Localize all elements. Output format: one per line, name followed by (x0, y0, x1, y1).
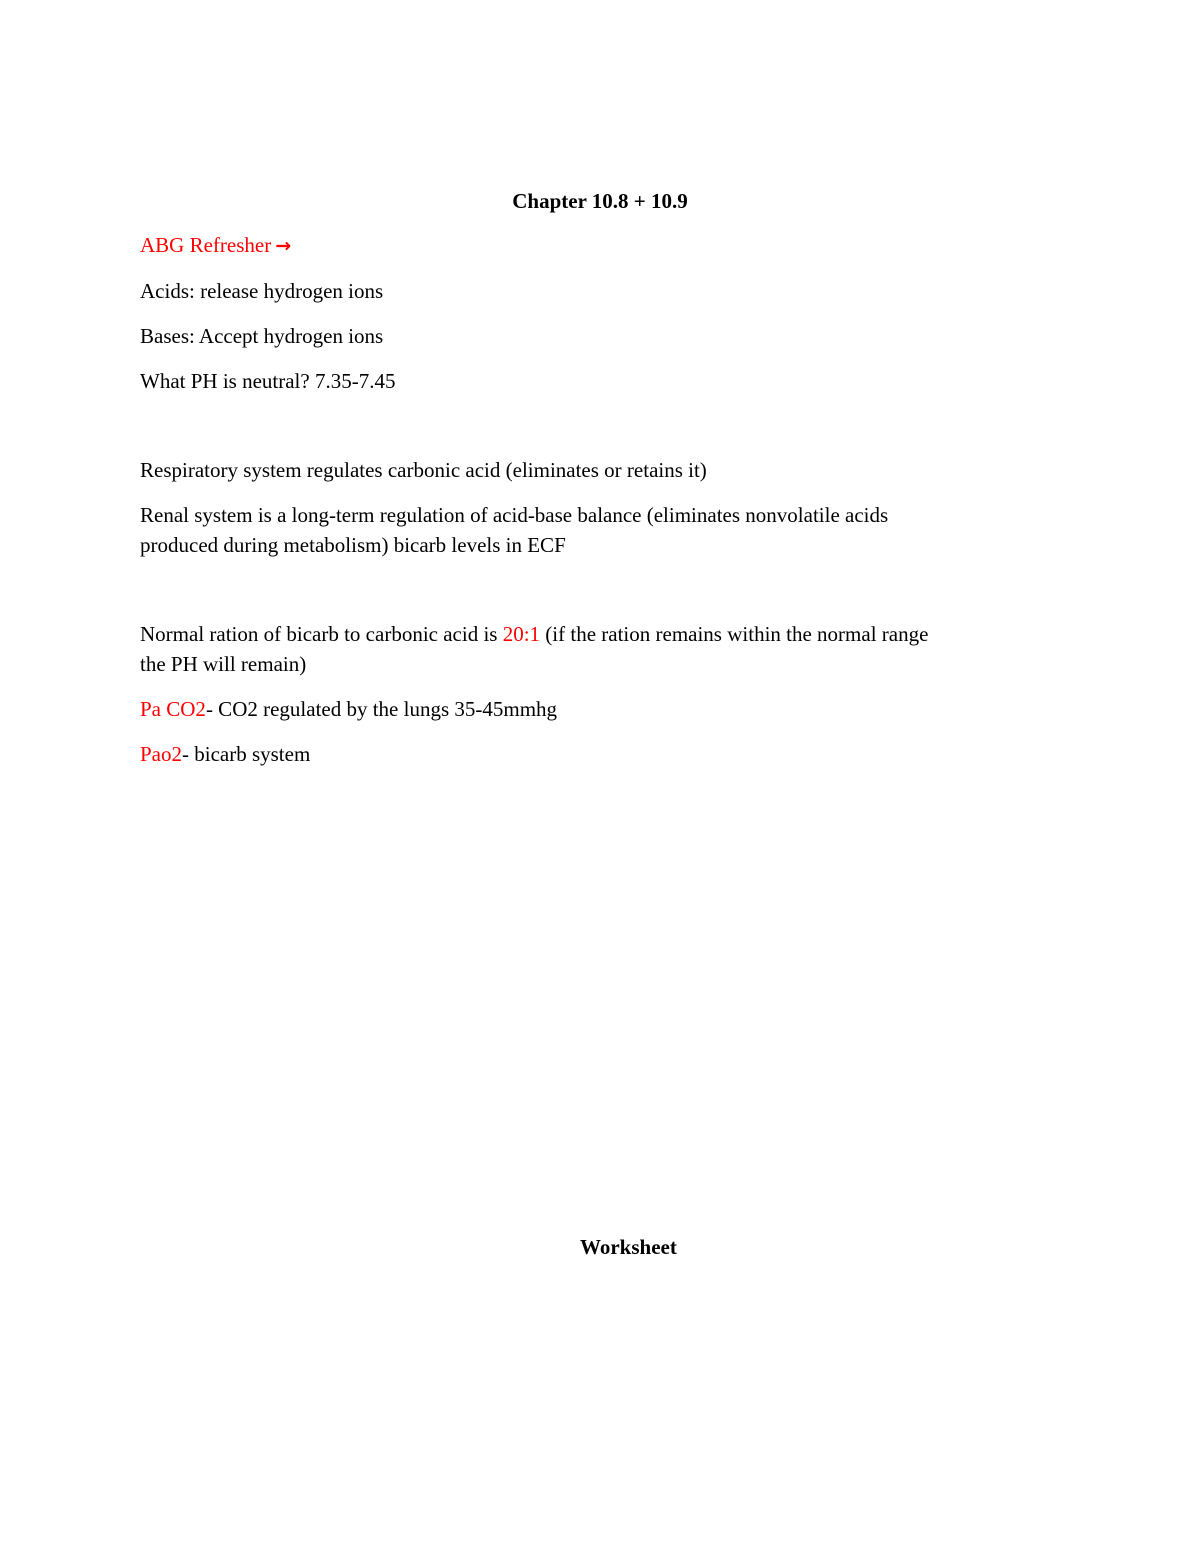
bases-line: Bases: Accept hydrogen ions (140, 324, 384, 348)
abg-refresher-heading (140, 230, 1040, 261)
acids-line: Acids: release hydrogen ions (140, 279, 384, 303)
abg-refresher-label: ABG Refresher (140, 233, 272, 257)
respiratory-line: Respiratory system regulates carbonic acid (eliminates or retains it) (140, 458, 707, 482)
ratio-line-2: the PH will remain) (140, 652, 307, 676)
paco2-label: Pa CO2 (140, 697, 206, 721)
ratio-line-1 (140, 619, 1040, 649)
worksheet-title: Worksheet (580, 1235, 677, 1259)
renal-line-1: Renal system is a long-term regulation of acid-base balance (eliminates nonvolatile acids (140, 503, 889, 527)
paco2-line (140, 694, 1040, 724)
ratio-highlight: 20:1 (502, 622, 541, 646)
renal-paragraph (140, 500, 1040, 560)
pao2-text: - bicarb system (182, 742, 311, 766)
right-arrow-icon: → (275, 235, 292, 257)
pao2-line (140, 739, 1040, 769)
pao2-label: Pao2 (140, 742, 182, 766)
ratio-prefix: Normal ration of bicarb to carbonic acid is (140, 622, 503, 646)
ph-neutral-line: What PH is neutral? 7.35-7.45 (140, 369, 396, 393)
renal-line-2: produced during metabolism) bicarb levels in ECF (140, 533, 566, 557)
page-title: Chapter 10.8 + 10.9 (512, 189, 688, 213)
ratio-paragraph (140, 619, 1040, 679)
ratio-suffix: (if the ration remains within the normal range (540, 622, 929, 646)
paco2-text: - CO2 regulated by the lungs 35-45mmhg (205, 697, 558, 721)
